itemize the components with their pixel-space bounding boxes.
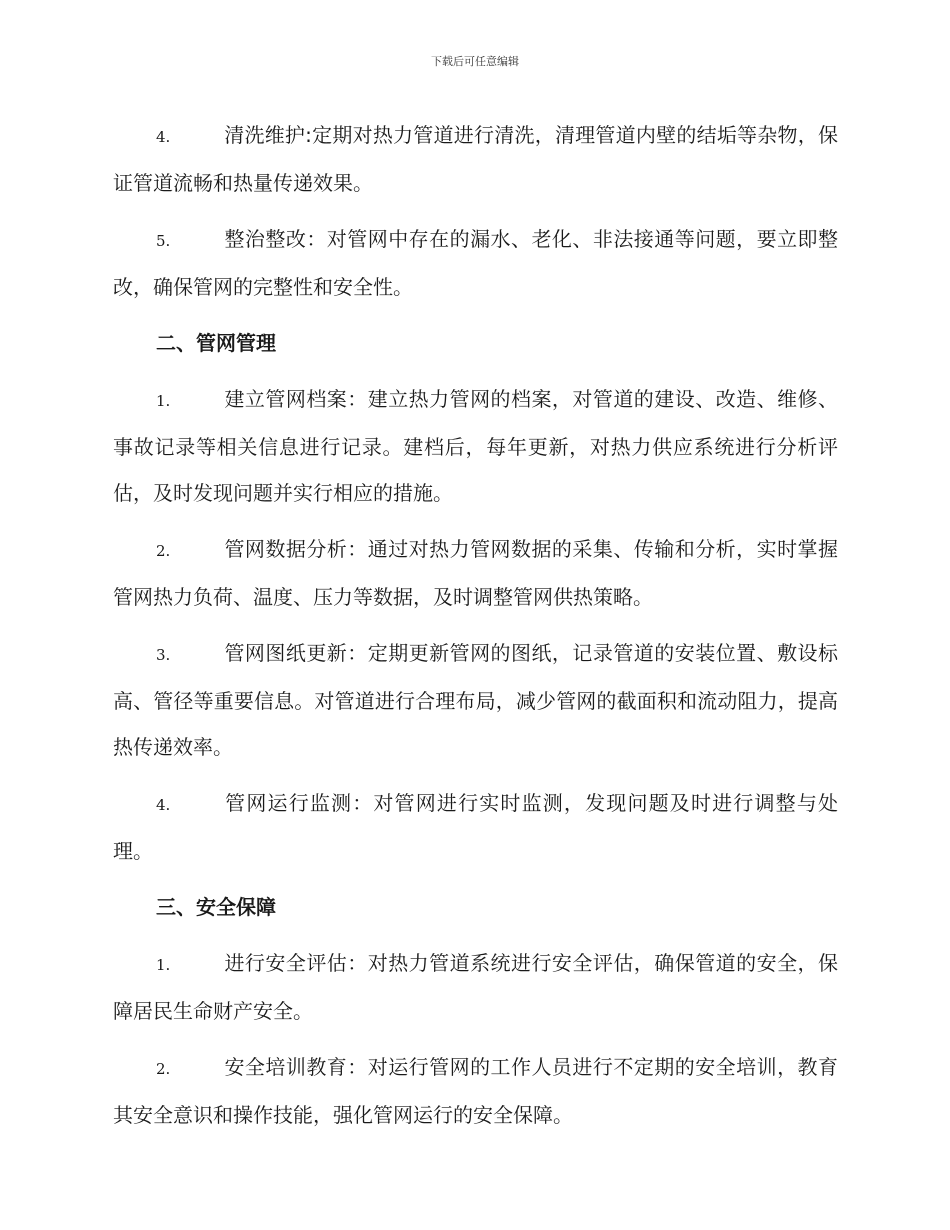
page-header: 下载后可任意编辑 bbox=[431, 55, 519, 68]
list-item bbox=[113, 1044, 838, 1138]
list-item bbox=[113, 526, 838, 620]
document-body bbox=[113, 112, 838, 1148]
section-heading: 三、安全保障 bbox=[156, 895, 276, 919]
item-number: 2. bbox=[156, 1060, 171, 1078]
list-item bbox=[113, 376, 838, 516]
list-item bbox=[113, 940, 838, 1034]
item-number: 3. bbox=[156, 646, 171, 664]
item-number: 1. bbox=[156, 956, 171, 974]
item-text: 管网数据分析：通过对热力管网数据的采集、传输和分析，实时掌握管网热力负荷、温度、压力等数据，及时调整管网供热策略。 bbox=[113, 537, 838, 609]
list-item bbox=[113, 780, 838, 874]
item-text: 管网图纸更新：定期更新管网的图纸，记录管道的安装位置、敷设标高、管径等重要信息。对管道进行合理布局，减少管网的截面积和流动阻力，提高热传递效率。 bbox=[113, 641, 838, 759]
item-text: 建立管网档案：建立热力管网的档案，对管道的建设、改造、维修、事故记录等相关信息进行记录。建档后，每年更新，对热力供应系统进行分析评估，及时发现问题并实行相应的措施。 bbox=[113, 387, 838, 505]
item-number: 4. bbox=[156, 796, 171, 814]
item-number: 4. bbox=[156, 128, 171, 146]
item-number: 5. bbox=[156, 232, 171, 250]
item-text: 整治整改：对管网中存在的漏水、老化、非法接通等问题，要立即整改，确保管网的完整性和安全性。 bbox=[113, 227, 838, 299]
list-item bbox=[113, 630, 838, 770]
item-number: 1. bbox=[156, 392, 171, 410]
list-item bbox=[113, 216, 838, 310]
section-heading: 二、管网管理 bbox=[156, 331, 276, 355]
item-number: 2. bbox=[156, 542, 171, 560]
list-item bbox=[113, 112, 838, 206]
item-text: 进行安全评估：对热力管道系统进行安全评估，确保管道的安全，保障居民生命财产安全。 bbox=[113, 951, 838, 1023]
item-text: 安全培训教育：对运行管网的工作人员进行不定期的安全培训，教育其安全意识和操作技能，强化管网运行的安全保障。 bbox=[113, 1055, 838, 1127]
item-text: 清洗维护:定期对热力管道进行清洗，清理管道内壁的结垢等杂物，保证管道流畅和热量传递效果。 bbox=[113, 123, 838, 195]
item-text: 管网运行监测：对管网进行实时监测，发现问题及时进行调整与处理。 bbox=[113, 791, 838, 863]
